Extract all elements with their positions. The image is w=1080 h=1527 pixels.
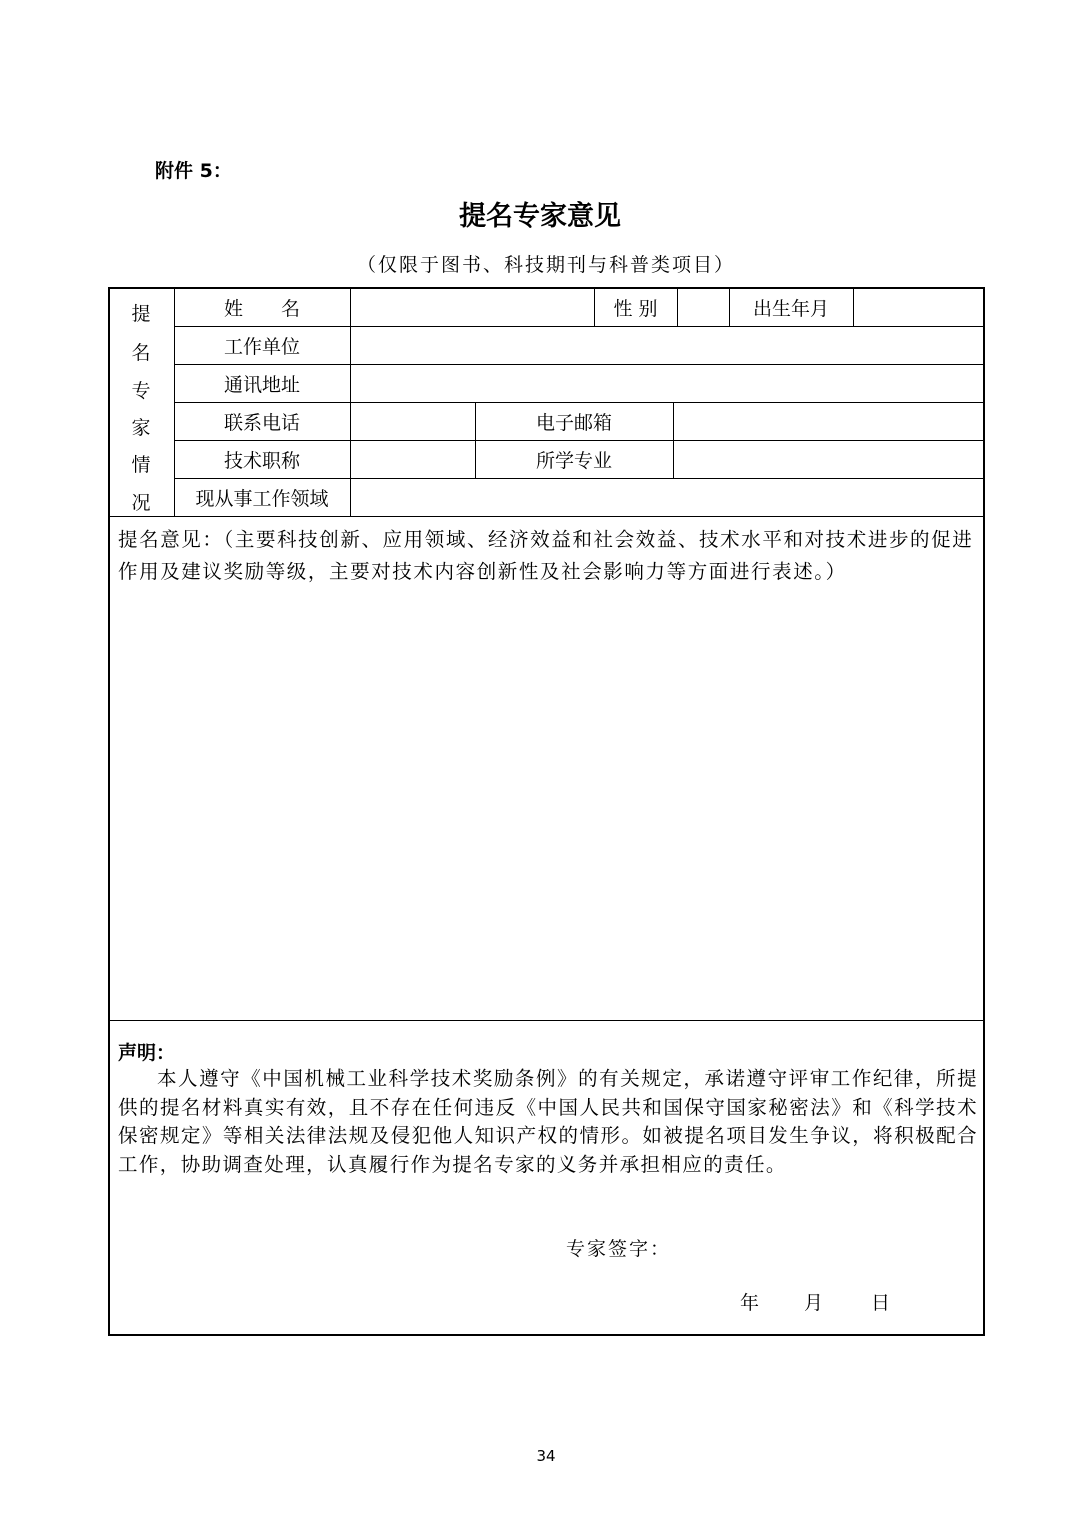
signature-label: 专家签字： [566,1238,672,1260]
major-label: 所学专业 [535,449,612,472]
work-field-label: 现从事工作领域 [195,487,329,510]
gender-label: 性 别 [613,297,658,320]
phone-label: 联系电话 [223,411,300,434]
page-number: 34 [536,1447,556,1465]
side-label-char: 家 [131,417,151,439]
work-unit-field[interactable] [350,326,985,364]
attachment-label: 附件 5： [155,160,232,182]
address-field[interactable] [350,364,985,402]
date-year: 年 [740,1292,760,1314]
form-title: 提名专家意见 [459,201,621,232]
major-field[interactable] [673,440,985,478]
email-label: 电子邮箱 [535,411,612,434]
address-label: 通讯地址 [223,373,300,396]
side-label-char: 况 [131,492,151,514]
birth-label: 出生年月 [752,297,829,320]
name-label: 姓 名 [223,297,300,320]
side-label-char: 情 [131,454,151,476]
work-field-field[interactable] [350,478,985,516]
opinion-instructions: 提名意见：（主要科技创新、应用领域、经济效益和社会效益、技术水平和对技术进步的促进作用及建议奖励等级，主要对技术内容创新性及社会影响力等方面进行表述。） [118,528,974,583]
date-day: 日 [871,1292,891,1314]
tech-title-label: 技术职称 [223,449,300,472]
gender-field[interactable] [677,288,729,326]
phone-field[interactable] [350,402,475,440]
side-label-char: 名 [131,342,151,364]
declaration-title: 声明： [118,1042,176,1064]
work-unit-label: 工作单位 [223,335,300,358]
section-divider [108,516,985,517]
name-field[interactable] [350,288,594,326]
form-subtitle: （仅限于图书、科技期刊与科普类项目） [356,254,735,276]
birth-field[interactable] [853,288,985,326]
section-divider [108,1020,985,1021]
tech-title-field[interactable] [350,440,475,478]
date-month: 月 [804,1292,824,1314]
email-field[interactable] [673,402,985,440]
side-label-char: 专 [131,380,151,402]
declaration-body: 本人遵守《中国机械工业科学技术奖励条例》的有关规定，承诺遵守评审工作纪律，所提供的提名材料真实有效，且不存在任何违反《中国人民共和国保守国家秘密法》和《科学技术保密规定》等相关法律法规及侵犯他人知识产权的情形。如被提名项目发生争议，将积极配合工作，协助调查处理，认真履行作为提名专家的义务并承担相应的责任。 [118,1067,978,1176]
side-label-char: 提 [131,303,151,325]
